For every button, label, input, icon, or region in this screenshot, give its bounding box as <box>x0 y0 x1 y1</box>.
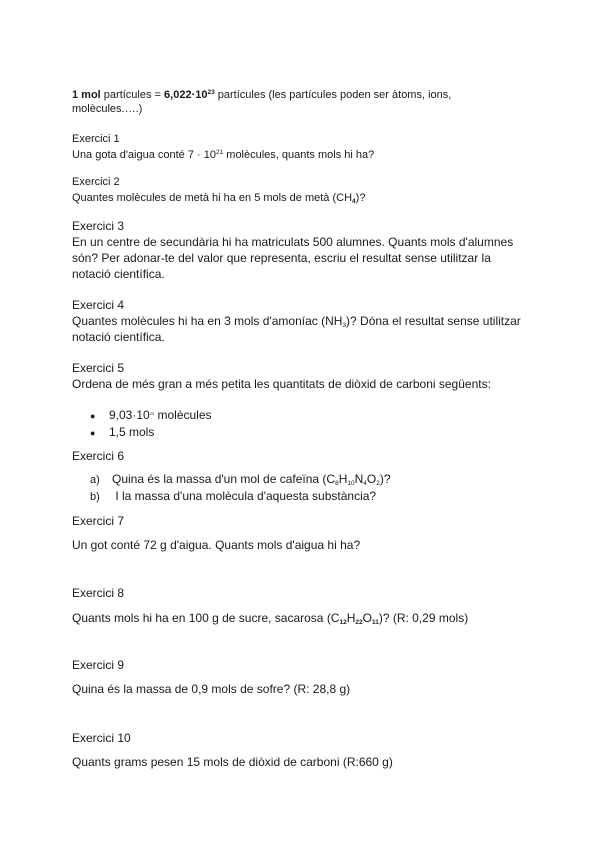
subscript: 10 <box>347 480 355 487</box>
exercise-9-question: Quina és la massa de 0,9 mols de sofre? (R: 28,8 g) <box>72 682 351 696</box>
exercise-title: Exercici 9 <box>72 658 125 672</box>
question-text: Quantes molècules hi ha en 3 mols d'amoníac (NH <box>72 314 343 328</box>
item-text: 9,03·10 <box>109 408 150 422</box>
intro-line-1 <box>72 88 542 102</box>
exercise-title: Exercici 8 <box>72 586 125 600</box>
bullet-icon: ● <box>90 428 96 438</box>
exercise-title: Exercici 3 <box>72 219 125 233</box>
exercise-7-question: Un got conté 72 g d'aigua. Quants mols d'aigua hi ha? <box>72 538 361 552</box>
exercise-line: són? Per adonar-te del valor que representa, escriu el resultat sense utilitzar la <box>72 251 491 265</box>
subscript: 22 <box>355 619 363 626</box>
exercise-question: Ordena de més gran a més petita les quantitats de diòxid de carboni següents: <box>72 377 491 391</box>
formula-part: O <box>362 611 372 625</box>
list-item-a <box>90 472 391 488</box>
bullet-icon: ● <box>90 411 96 421</box>
formula-part: H <box>338 472 348 486</box>
subscript: 8 <box>335 480 339 487</box>
exercise-title: Exercici 7 <box>72 514 125 528</box>
exercise-line <box>72 313 542 329</box>
list-marker: a) <box>90 474 100 486</box>
avogadro-mantissa: 6,022·10 <box>164 89 208 101</box>
subscript: 4 <box>363 480 367 487</box>
exercise-6 <box>72 449 542 464</box>
exercise-8-question <box>72 611 542 626</box>
exercise-line: notació científica. <box>72 267 165 281</box>
item-text: 1,5 mols <box>109 425 155 439</box>
question-text-2: molècules, quants mols hi ha? <box>223 149 375 161</box>
exercise-4 <box>72 297 542 345</box>
question-text-2: )? (R: 0,29 mols) <box>378 611 469 625</box>
exercise-2 <box>72 174 542 206</box>
subscript: 12 <box>339 619 347 626</box>
exercise-title: Exercici 6 <box>72 449 125 463</box>
formula-part: N <box>354 472 364 486</box>
exercise-7 <box>72 514 542 529</box>
exercise-10 <box>72 731 542 746</box>
exercise-9 <box>72 658 542 673</box>
question-text-2: )? Dóna el resultat sense utilitzar <box>346 314 521 328</box>
intro-mol: 1 mol <box>72 89 101 101</box>
question-text-2: )? <box>355 192 366 204</box>
subscript: 2 <box>376 480 380 487</box>
intro-text-2: partícules (les partícules poden ser àtoms, ions, <box>214 89 452 101</box>
intro-text: partícules = <box>100 89 165 101</box>
exponent: 21 <box>215 149 224 156</box>
exercise-title: Exercici 10 <box>72 731 131 745</box>
exponent: 23 <box>149 411 155 416</box>
question-text: Quantes molècules de metà hi ha en 5 mols de metà (CH <box>72 192 353 204</box>
exercise-question <box>72 190 542 206</box>
exercise-line: En un centre de secundària hi ha matriculats 500 alumnes. Quants mols d'alumnes <box>72 235 514 249</box>
exercise-title: Exercici 1 <box>72 133 120 145</box>
formula-part: H <box>346 611 356 625</box>
question-text: Quants mols hi ha en 100 g de sucre, sacarosa (C <box>72 611 340 625</box>
list-item <box>90 408 212 424</box>
formula-part: O <box>366 472 377 486</box>
exercise-3 <box>72 218 542 282</box>
list-item-b <box>90 489 376 505</box>
exercise-title: Exercici 5 <box>72 361 125 375</box>
item-text: Quina és la massa d'un mol de cafeïna (C <box>112 472 336 486</box>
exercise-title: Exercici 4 <box>72 298 125 312</box>
exercise-10-question: Quants grams pesen 15 mols de diòxid de carboni (R:660 g) <box>72 755 393 769</box>
avogadro-exponent: 23 <box>207 89 215 96</box>
exercise-title: Exercici 2 <box>72 176 120 188</box>
list-item <box>90 425 154 441</box>
subscript: 4 <box>352 198 356 205</box>
exercise-1 <box>72 131 542 163</box>
subscript: 3 <box>342 322 347 329</box>
exercise-question <box>72 147 542 163</box>
formula-part: )? <box>379 472 391 486</box>
exercise-line: notació científica. <box>72 330 165 344</box>
list-marker: b) <box>90 491 100 503</box>
item-text-2: molècules <box>154 408 212 422</box>
question-text: Una gota d'aigua conté 7 · 10 <box>72 149 216 161</box>
exercise-8 <box>72 586 542 601</box>
exercise-5 <box>72 360 542 392</box>
item-text: I la massa d'una molècula d'aquesta substància? <box>112 489 377 503</box>
avogadro-value <box>164 89 215 101</box>
subscript: 11 <box>371 619 379 626</box>
intro-line-2: molècules.….) <box>72 103 143 115</box>
intro-definition <box>72 88 542 116</box>
